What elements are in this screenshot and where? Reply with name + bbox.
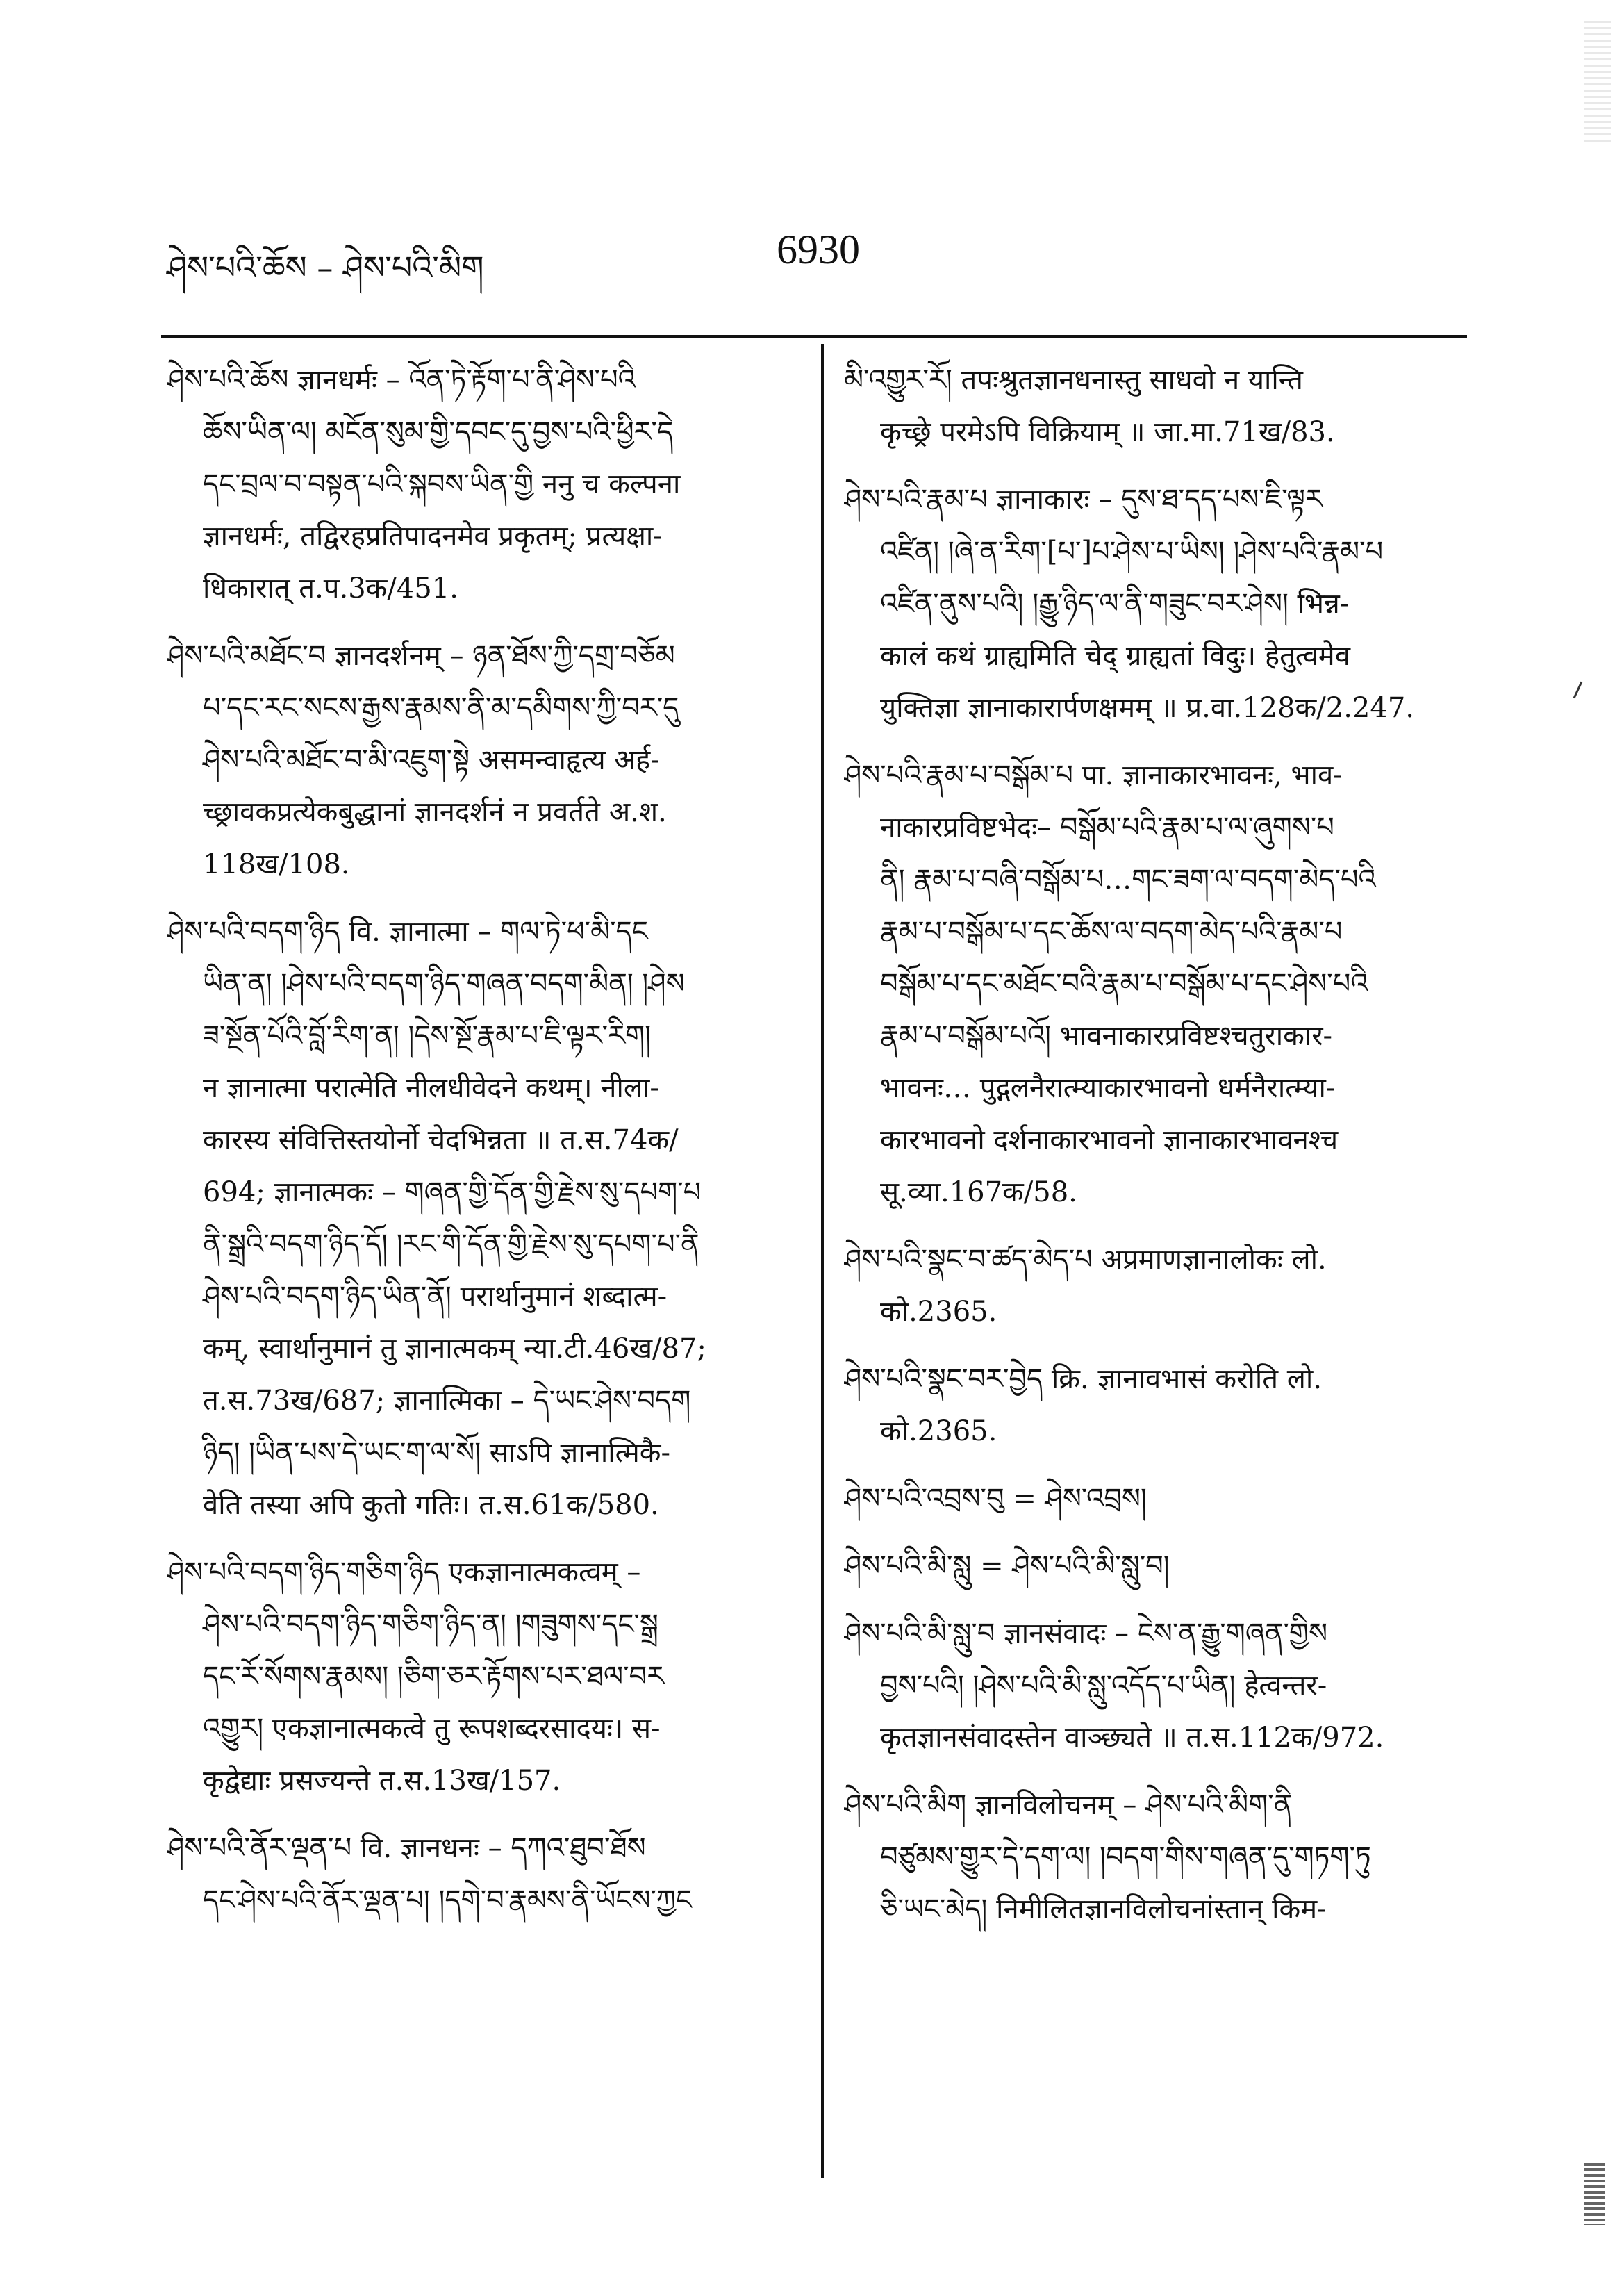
- entry-line: དང་རོ་སོགས་རྣམས། །ཅིག་ཅར་རྟོགས་པར་ཐལ་བར: [203, 1661, 665, 1693]
- entry-headline: ཤེས་པའི་ནོར་ལྡན་པ वि. ज्ञानधनः – དཀའ་ཐུབ་ཐོས: [167, 1832, 646, 1864]
- dictionary-entry: [167, 906, 792, 1531]
- entry-line: ཆོས་ཡིན་ལ། མངོན་སུམ་གྱི་དབང་དུ་བྱས་པའི་ཕྱིར་དེ: [203, 416, 674, 448]
- entry-line: धिकारात् त.प.3क/451.: [203, 573, 458, 604]
- entry-line: त.स.73ख/687; ज्ञानात्मिका – དེ་ཡང་ཤེས་བདག: [203, 1385, 691, 1417]
- entry-headline: ཤེས་པའི་མི་སླུ = ཤེས་པའི་མི་སླུ་བ།: [844, 1550, 1170, 1582]
- entry-line: 118ख/108.: [203, 848, 350, 880]
- dictionary-entry: [844, 474, 1469, 734]
- entry-headline: མི་འགྱུར་རོ། तपःश्रुतज्ञानधनास्तु साधवो न यान्ति: [844, 364, 1303, 396]
- entry-headline: ཤེས་པའི་མི་སླུ་བ ज्ञानसंवादः – ངེས་ན་རྒྱུ་གཞན་གྱིས: [844, 1618, 1328, 1649]
- entry-line: འཛིན། །ཞེ་ན་རིག་[པ་]པ་ཤེས་པ་ཡིས། །ཤེས་པའི་རྣམ་པ: [880, 536, 1384, 568]
- entry-line: ཤེས་པའི་བདག་ཉིད་གཅིག་ཉིད་ན། །གཟུགས་དང་སྒྲ: [203, 1608, 658, 1640]
- entry-line: कृच्छ्रे परमेऽपि विक्रियाम् ॥ जा.मा.71ख/83.: [880, 416, 1335, 448]
- entry-line: འགྱུར། एकज्ञानात्मकत्वे तु रूपशब्दरसादयः। स-: [203, 1713, 661, 1745]
- entry-line: सू.व्या.167क/58.: [880, 1176, 1077, 1208]
- scan-artifact-top: [1584, 21, 1611, 146]
- entry-line: कारस्य संवित्तिस्तयोर्नो चेदभिन्नता ॥ त.स.74क/: [203, 1124, 679, 1156]
- entry-line: རྣམ་པ་བསྒོམ་པའོ། भावनाकारप्रविष्टश्चतुराकार-: [880, 1020, 1333, 1052]
- entry-line: བྱས་པའི། །ཤེས་པའི་མི་སླུ་འདོད་པ་ཡིན། हेत्वन्तर-: [880, 1670, 1327, 1702]
- dictionary-entry: [844, 1353, 1469, 1458]
- running-head: ཤེས་པའི་ཆོས – ཤེས་པའི་མིག: [167, 249, 484, 286]
- dictionary-entry: [844, 1234, 1469, 1338]
- entry-line: རྣམ་པ་བསྒོམ་པ་དང་ཆོས་ལ་བདག་མེད་པའི་རྣམ་པ: [880, 916, 1343, 948]
- entry-line: ཟ་སྔོན་པོའི་བློ་རིག་ན། །དེས་སྔོ་རྣམ་པ་ཇི་ལྟར་རིག།: [203, 1020, 652, 1052]
- entry-line: ཡིན་ན། །ཤེས་པའི་བདག་ཉིད་གཞན་བདག་མིན། །ཤེས: [203, 968, 685, 1000]
- entry-line: कारभावनो दर्शनाकारभावनो ज्ञानाकारभावनश्च: [880, 1124, 1339, 1156]
- entry-line: नाकारप्रविष्टभेदः– བསྒོམ་པའི་རྣམ་པ་ལ་ཞུགས་པ: [880, 812, 1334, 843]
- entry-line: को.2365.: [880, 1415, 997, 1447]
- dictionary-entry: [844, 1608, 1469, 1764]
- entry-line: न ज्ञानात्मा परात्मेति नीलधीवेदने कथम्। नीला-: [203, 1072, 659, 1104]
- entry-line: कम्, स्वार्थानुमानं तु ज्ञानात्मकम् न्या.टी.46ख/87;: [203, 1333, 706, 1365]
- entry-headline: ཤེས་པའི་མིག ज्ञानविलोचनम् – ཤེས་པའི་མིག་ནི: [844, 1789, 1293, 1821]
- entry-line: वेति तस्या अपि कुतो गतिः। त.स.61क/580.: [203, 1489, 659, 1521]
- dictionary-entry: [167, 354, 792, 615]
- entry-headline: ཤེས་པའི་ཆོས ज्ञानधर्मः – འོན་ཏེ་རྟོག་པ་ནི་ཤེས་པའི: [167, 364, 636, 396]
- dictionary-entry: [844, 354, 1469, 459]
- dictionary-entry: [844, 1540, 1469, 1592]
- entry-line: ནི། རྣམ་པ་བཞི་བསྒོམ་པ…གང་ཟག་ལ་བདག་མེད་པའི: [880, 864, 1376, 896]
- entry-line: युक्तिज्ञा ज्ञानाकारार्पणक्षमम् ॥ प्र.वा.128क/2.247.: [880, 692, 1414, 724]
- scan-artifact-bottom: [1584, 2163, 1605, 2225]
- page-number: 6930: [777, 227, 860, 272]
- entry-line: ཤེས་པའི་བདག་ཉིད་ཡིན་ནོ། परार्थानुमानं शब्दात्म-: [203, 1281, 668, 1312]
- entry-line: པ་དང་རང་སངས་རྒྱས་རྣམས་ནི་མ་དམིགས་ཀྱི་བར་དུ: [203, 692, 679, 724]
- entry-line: ज्ञानधर्मः, तद्विरहप्रतिपादनमेव प्रकृतम्; प्रत्यक्षा-: [203, 520, 663, 552]
- entry-line: ཉིད། །ཡིན་པས་དེ་ཡང་ག་ལ་སོ། साऽपि ज्ञानात्मिकै-: [203, 1437, 670, 1469]
- entry-line: ཅི་ཡང་མེད། निमीलितज्ञानविलोचनांस्तान् किम-: [880, 1893, 1327, 1925]
- entry-line: དང་ཤེས་པའི་ནོར་ལྡན་པ། །དགེ་བ་རྣམས་ནི་ཡོངས་ཀྱང: [203, 1884, 693, 1916]
- entry-line: च्छ्रावकप्रत्येकबुद्धानां ज्ञानदर्शनं न प्रवर्तते अ.श.: [203, 796, 667, 828]
- entry-headline: ཤེས་པའི་སྣང་བ་ཚད་མེད་པ अप्रमाणज्ञानालोकः लो.: [844, 1244, 1327, 1276]
- entry-line: ཤེས་པའི་མཐོང་བ་མི་འཇུག་སྟེ असमन्वाहृत्य अर्ह-: [203, 744, 660, 776]
- entry-line: को.2365.: [880, 1296, 997, 1328]
- entry-headline: ཤེས་པའི་བདག་ཉིད་གཅིག་ཉིད एकज्ञानात्मकत्वम् –: [167, 1556, 641, 1588]
- dictionary-entry: [844, 750, 1469, 1219]
- right-column: [844, 354, 1469, 1951]
- entry-line: कालं कथं ग्राह्यमिति चेद् ग्राह्यतां विदुः। हेतुत्वमेव: [880, 640, 1350, 672]
- entry-line: འཛིན་ནུས་པའི། །རྒྱུ་ཉིད་ལ་ནི་གཟུང་བར་ཤེས། भिन्न-: [880, 588, 1350, 620]
- dictionary-entry: [167, 630, 792, 891]
- entry-line: कृतज्ञानसंवादस्तेन वाञ्छ्यते ॥ त.स.112क/972.: [880, 1722, 1384, 1754]
- dictionary-entry: [167, 1822, 792, 1927]
- entry-line: ནི་སྒྲའི་བདག་ཉིད་དོ། །རང་གི་དོན་གྱི་རྗེས་སུ་དཔག་པ་ནི: [203, 1228, 699, 1260]
- left-column: [167, 354, 792, 1942]
- entry-line: 694; ज्ञानात्मकः – གཞན་གྱི་དོན་གྱི་རྗེས་སུ་དཔག་པ: [203, 1176, 702, 1208]
- entry-line: བསྒོམ་པ་དང་མཐོང་བའི་རྣམ་པ་བསྒོམ་པ་དང་ཤེས་པའི: [880, 968, 1368, 1000]
- dictionary-entry: [844, 1473, 1469, 1525]
- entry-line: དང་བྲལ་བ་བསྟན་པའི་སྐབས་ཡིན་གྱི ननु च कल्पना: [203, 468, 681, 500]
- entry-line: कृद्वेद्याः प्रसज्यन्ते त.स.13ख/157.: [203, 1765, 561, 1797]
- entry-headline: ཤེས་པའི་མཐོང་བ ज्ञानदर्शनम् – ཉན་ཐོས་ཀྱི་དགྲ་བཅོམ: [167, 640, 675, 672]
- entry-line: བཙུམས་གྱུར་དེ་དག་ལ། །བདག་གིས་གཞན་དུ་གཏག་ཏུ: [880, 1841, 1371, 1873]
- entry-headline: ཤེས་པའི་བདག་ཉིད वि. ज्ञानात्मा – གལ་ཏེ་ཕ་མི་དང: [167, 916, 648, 948]
- entry-headline: ཤེས་པའི་རྣམ་པ ज्ञानाकारः – དུས་ཐ་དད་པས་ཇི་ལྟར: [844, 484, 1323, 516]
- entry-headline: ཤེས་པའི་སྣང་བར་བྱེད क्रि. ज्ञानावभासं करोति लो.: [844, 1363, 1322, 1395]
- dictionary-entry: [167, 1547, 792, 1807]
- margin-mark: [1573, 682, 1583, 699]
- dictionary-entry: [844, 1779, 1469, 1936]
- header-rule: [161, 335, 1467, 338]
- entry-headline: ཤེས་པའི་རྣམ་པ་བསྒོམ་པ पा. ज्ञानाकारभावनः, भाव-: [844, 759, 1343, 791]
- entry-line: भावनः… पुद्गलनैरात्म्याकारभावनो धर्मनैरात्म्या-: [880, 1072, 1336, 1104]
- entry-headline: ཤེས་པའི་འབྲས་བུ = ཤེས་འབྲས།: [844, 1483, 1147, 1515]
- column-divider: [821, 344, 824, 2178]
